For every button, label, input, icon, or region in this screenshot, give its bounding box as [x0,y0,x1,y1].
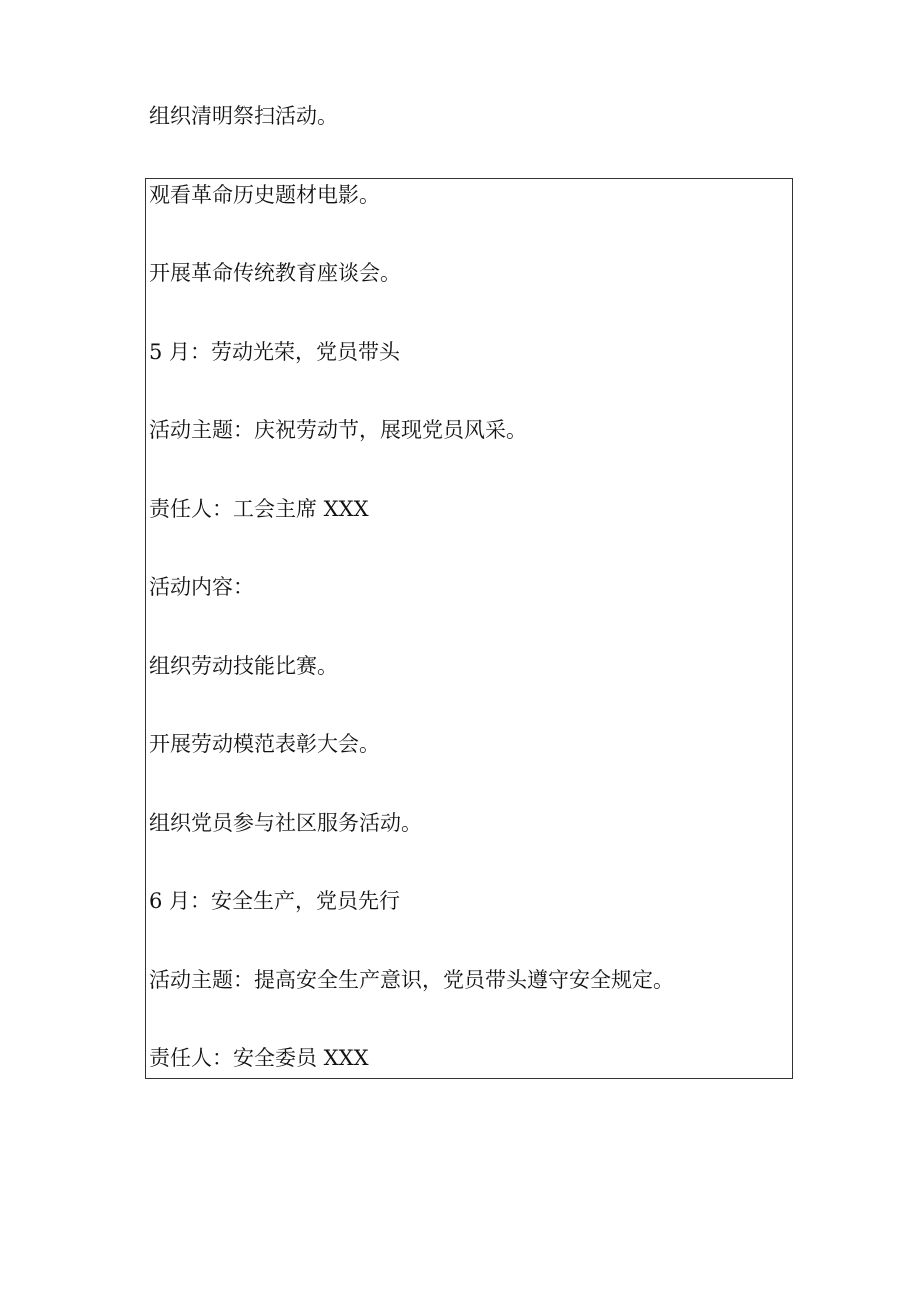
box-line-10: 6 月：安全生产，党员先行 [149,889,401,913]
box-line-12: 责任人：安全委员 XXX [149,1046,369,1070]
box-line-8: 开展劳动模范表彰大会。 [149,732,380,756]
box-line-3: 5 月：劳动光荣，党员带头 [149,340,401,364]
box-line-6: 活动内容： [149,575,254,599]
intro-line: 组织清明祭扫活动。 [149,104,338,128]
box-line-9: 组织党员参与社区服务活动。 [149,811,422,835]
box-line-11: 活动主题：提高安全生产意识，党员带头遵守安全规定。 [149,968,674,992]
box-line-1: 观看革命历史题材电影。 [149,183,380,207]
box-line-5: 责任人：工会主席 XXX [149,497,369,521]
box-line-2: 开展革命传统教育座谈会。 [149,261,401,285]
content-box [145,178,793,1079]
box-line-7: 组织劳动技能比赛。 [149,654,338,678]
box-line-4: 活动主题：庆祝劳动节，展现党员风采。 [149,418,527,442]
